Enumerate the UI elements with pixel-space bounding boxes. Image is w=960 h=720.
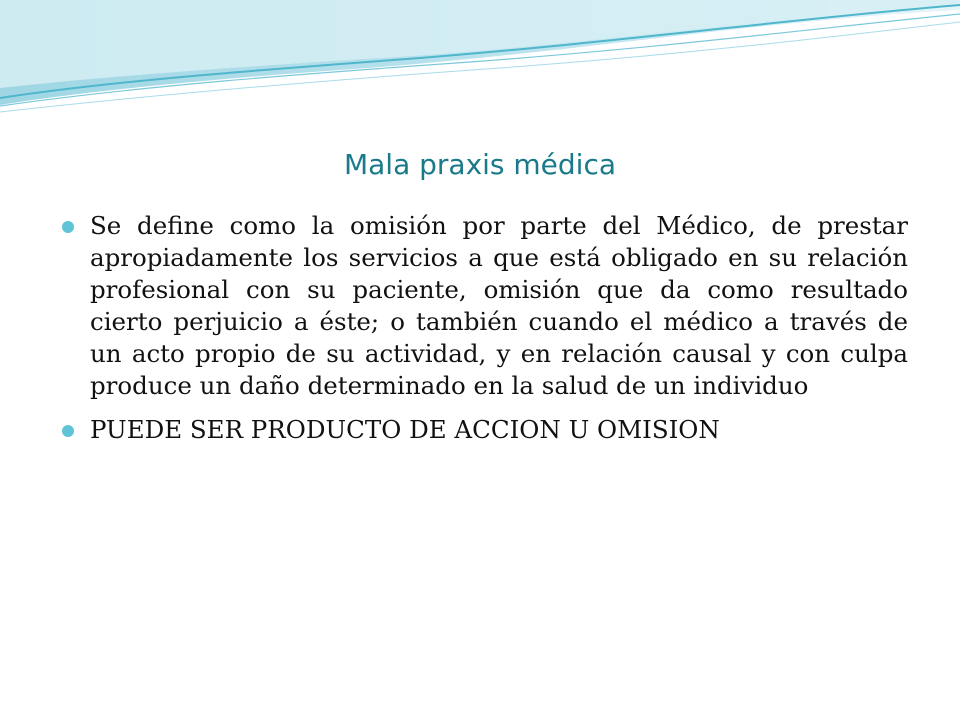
bullet-item <box>60 414 908 446</box>
bullet-text: Se define como la omisión por parte del Médico, de prestar apropiadamente los servicios a que está obligado en su relación profesional con su paciente, omisión que da como resultado cierto perjuicio a éste; o también cuando el médico a través de un acto propio de su actividad, y en relación causal y con culpa produce un daño determinado en la salud de un individuo <box>90 211 908 400</box>
bullet-dot-icon <box>62 425 74 437</box>
bullet-item <box>60 210 908 402</box>
header-wave-decoration <box>0 0 960 120</box>
bullet-list <box>60 210 908 458</box>
slide-title: Mala praxis médica <box>343 148 617 181</box>
bullet-dot-icon <box>62 221 74 233</box>
bullet-text: PUEDE SER PRODUCTO DE ACCION U OMISION <box>90 415 720 444</box>
